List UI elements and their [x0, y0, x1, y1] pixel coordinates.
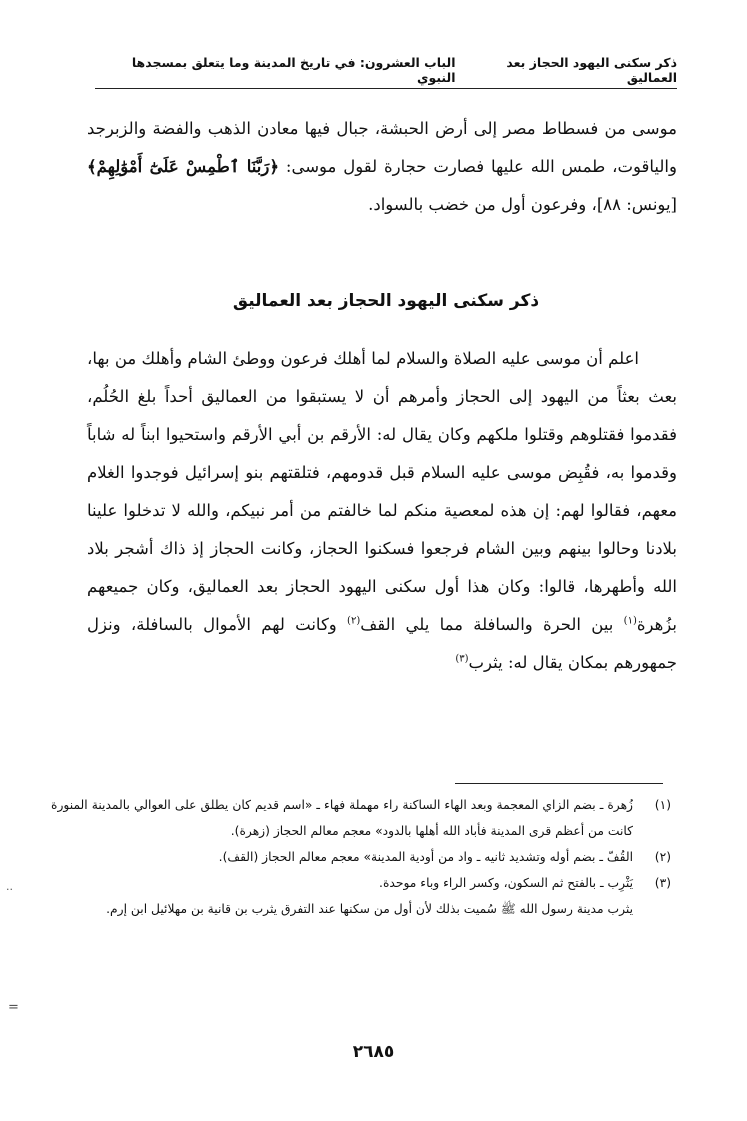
- footnote-ref-2[interactable]: (٢): [347, 615, 361, 627]
- footnote-text: القُفّ ـ بضم أوله وتشديد ثانيه ـ واد من أودية المدينة» معجم معالم الحجاز (القف).: [218, 850, 633, 864]
- footnote-number: (٢): [654, 850, 671, 864]
- footnotes: [51, 792, 671, 922]
- paragraph-continuation: [87, 110, 677, 224]
- margin-dash: =: [8, 1000, 19, 1015]
- paragraph-1-text-a: موسى من فسطاط مصر إلى أرض الحبشة، جبال فيها معادن الذهب والفضة والزبرجد والياقوت، طمس الله عليها فصارت حجارة لقول موسى:: [87, 119, 677, 176]
- main-paragraph: [87, 340, 677, 682]
- section-heading: ذكر سكنى اليهود الحجاز بعد العماليق: [232, 291, 540, 311]
- footnote-ref-3[interactable]: (٣): [455, 653, 469, 665]
- running-header: [95, 55, 677, 85]
- paragraph-2-text-a: اعلم أن موسى عليه الصلاة والسلام لما أهلك فرعون ووطئ الشام وأهلك من بها، بعث بعثاً من اليهود إلى الحجاز وأمرهم أن لا يستبقوا من العماليق أحداً بلغ الحُلُم، فقدموا فقتلوهم وقتلوا ملكهم وكان يقال له: الأرقم بن أبي الأرقم واستحيوا ابناً له شاباً وقدموا به، فقُبِض موسى عليه السلام قبل قدومهم، فتلقتهم بنو إسرائيل فوجدوا الغلام معهم، فقالوا لهم: إن هذه لمعصية منكم لما خالفتم من أمر نبيكم، والله لا تدخلوا علينا بلادنا وحالوا بينهم وبين الشام فرجعوا فسكنوا الحجاز، وكانت الحجاز إذ ذاك أشجر بلاد الله وأطهرها، قالوا: وكان هذا أول سكنى اليهود الحجاز بعد العماليق، وكان جميعهم بزُهرة: [87, 349, 677, 634]
- margin-dots: ..: [6, 880, 13, 893]
- footnote-1: [51, 792, 671, 844]
- page-number: ٢٦٨٥: [352, 1042, 395, 1062]
- paragraph-2-text-b: بين الحرة والسافلة مما يلي القف: [360, 615, 624, 634]
- footnote-text: يثرب مدينة رسول الله ﷺ سُميت بذلك لأن أول من سكنها عند التفرق يثرب بن قانية بن مهلائيل ابن إرم.: [106, 902, 633, 916]
- footnote-ref-1[interactable]: (١): [623, 615, 637, 627]
- footnote-number: (١): [654, 798, 671, 812]
- footnote-3: [51, 870, 671, 922]
- footnote-separator: [455, 783, 663, 784]
- paragraph-2-text-c: وكانت لهم الأموال بالسافلة، ونزل جمهورهم بمكان يقال له: يثرب: [87, 615, 677, 672]
- footnote-body: [51, 870, 633, 922]
- footnote-body: [51, 844, 633, 870]
- footnote-text: زُهرة ـ بضم الزاي المعجمة وبعد الهاء الساكنة راء مهملة فهاء ـ «اسم قديم كان يطلق على العوالي بالمدينة المنورة كانت من أعظم قرى المدينة فأباد الله أهلها بالدود» معجم معالم الحجاز (زهرة).: [51, 798, 633, 838]
- footnote-2: [51, 844, 671, 870]
- footnote-text: يَثْرِب ـ بالفتح ثم السكون، وكسر الراء وباء موحدة.: [379, 876, 633, 890]
- paragraph-1: [87, 110, 677, 224]
- header-section-title: ذكر سكنى اليهود الحجاز بعد العماليق: [506, 55, 677, 85]
- paragraph-1-text-b: [يونس: ٨٨]، وفرعون أول من خضب بالسواد.: [368, 195, 677, 214]
- header-chapter-title: الباب العشرون: في تاريخ المدينة وما يتعلق بمسجدها النبوي: [131, 55, 456, 85]
- quran-quote: ﴿رَبَّنَا ٱطْمِسْ عَلَىٰٓ أَمْوَٰلِهِمْ﴾: [87, 157, 280, 176]
- footnote-number: (٣): [654, 876, 671, 890]
- paragraph-2: [87, 340, 677, 682]
- footnote-body: [51, 792, 633, 844]
- header-rule: [95, 88, 677, 89]
